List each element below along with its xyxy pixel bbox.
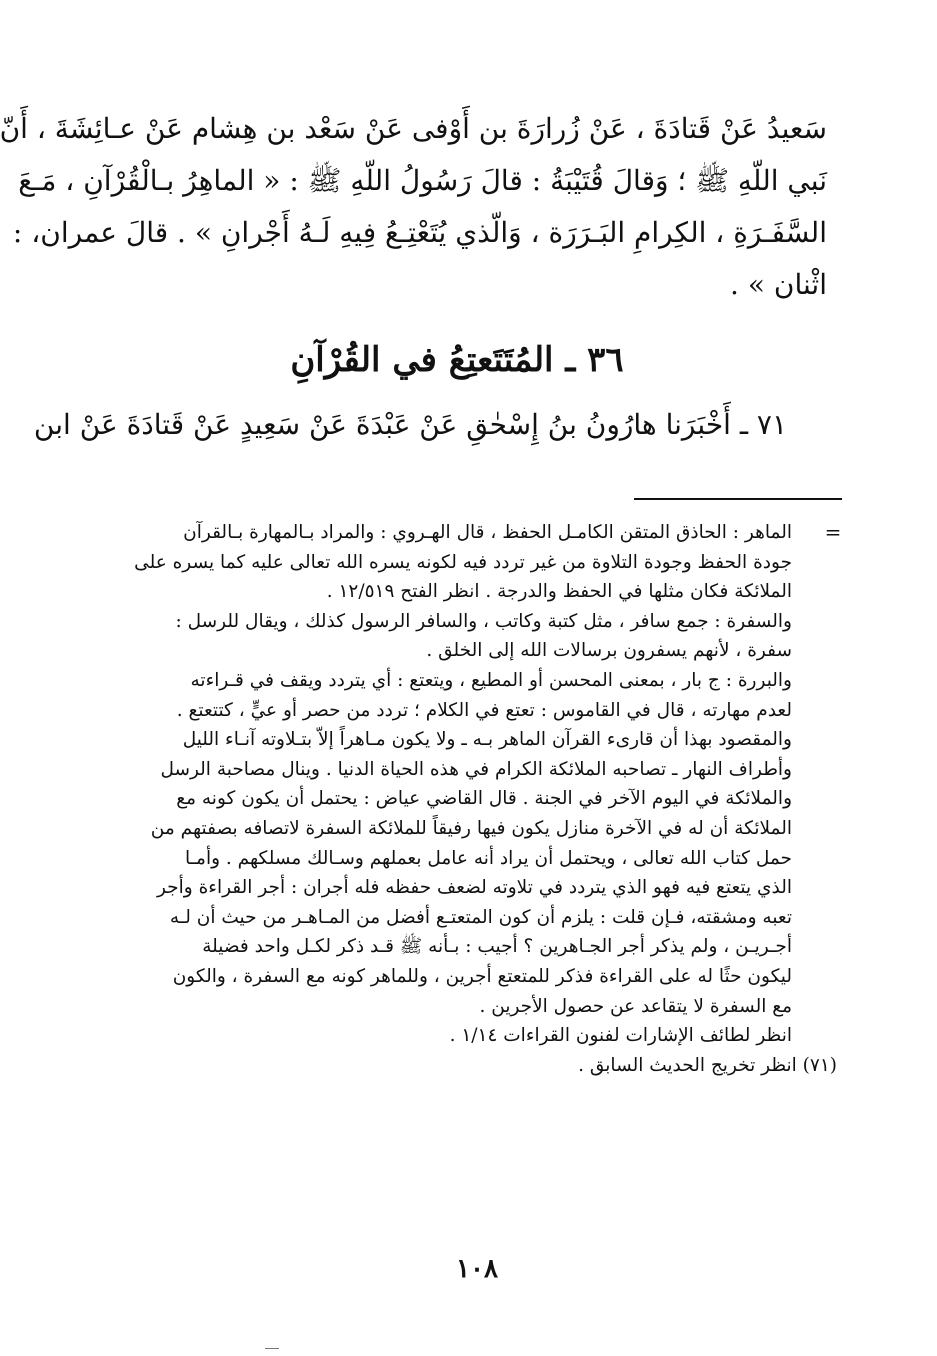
chapter-title: ٣٦ ـ المُتَتَعتِعُ في القُرْآنِ [290, 340, 624, 380]
footnote-paragraph-barara [87, 666, 792, 1021]
footnote-line: أجـريـن ، ولم يذكر أجر الجـاهرين ؟ أجيب : بـأنه ﷺ قـد ذكر لكـل واحد فضيلة [202, 936, 792, 958]
footnotes-block [87, 518, 837, 1080]
footnote-line: والبررة : ج بار ، بمعنى المحسن أو المطيع ، ويتعتع : أي يتردد ويقف في قـراءته [190, 669, 792, 691]
footnote-line: وأطراف النهار ـ تصاحبه الملائكة الكرام في هذه الحياة الدنيا . وينال مصاحبة الرسل [160, 758, 792, 780]
footnote-line: سفرة ، لأنهم يسفرون برسالات الله إلى الخلق . [426, 640, 792, 662]
footnote-line: والمقصود بهذا أن قارىء القرآن الماهر بـه ـ ولا يكون مـاهراً إلاّ بتـلاوته آنـاء الليل [182, 729, 792, 751]
footnote-line: تعبه ومشقته، فـإن قلت : يلزم أن كون المتعتـع أفضل من المـاهـر من حيث أن لـه [169, 906, 792, 928]
footnote-continuation-mark: = [824, 520, 842, 544]
main-text-line: سَعيدُ عَنْ قَتادَةَ ، عَنْ زُرارَةَ بن أَوْفى عَنْ سَعْد بن هِشام عَنْ عـائِشَةَ ، أَنّ [0, 112, 827, 145]
footnote-line: الملائكة فكان مثلها في الحفظ والدرجة . انظر الفتح ١٢/٥١٩ . [326, 581, 792, 603]
footnote-paragraph-maher [87, 518, 792, 607]
main-text-line: السَّفَـرَةِ ، الكِرامِ البَـرَرَة ، وَالّذي يُتَعْتِـعُ فِيهِ لَـهُ أَجْرانِ » . قالَ عمران، : [12, 216, 827, 249]
scan-artifact-mark [265, 1348, 279, 1349]
main-text-block [0, 103, 827, 311]
footnote-71: (٧١) انظر تخريج الحديث السابق . [578, 1054, 837, 1076]
footnote-line: انظر لطائف الإشارات لفنون القراءات ١/١٤ . [449, 1025, 792, 1047]
main-text-line: اثْنان » . [730, 268, 827, 301]
footnote-line: لعدم مهارته ، قال في القاموس : تعتع في الكلام ؛ تردد من حصر أو عيٍّ ، كتتعتع . [176, 699, 792, 721]
footnote-line: الذي يتعتع فيه فهو الذي يتردد في تلاوته لضعف حفظه فله أجران : أجر القراءة وأجر [156, 877, 792, 899]
footnote-line: الماهر : الحاذق المتقن الكامـل الحفظ ، قال الهـروي : والمراد بـالمهارة بـالقرآن [183, 522, 792, 543]
page-number: ١٠٨ [456, 1254, 498, 1284]
footnote-paragraph-safara [87, 607, 792, 666]
main-text-line: نَبي اللّهِ ﷺ ؛ وَقالَ قُتَيْبَةُ : قالَ رَسُولُ اللّهِ ﷺ : « الماهِرُ بـالْقُرْآنِ ، مَـعَ [18, 164, 827, 197]
footnote-line: مع السفرة لا يتقاعد عن حصول الأجرين . [479, 995, 792, 1017]
hadith-opening-line: ٧١ ـ أَخْبَرَنا هارُونُ بنُ إِسْحٰقِ عَنْ عَبْدَةَ عَنْ سَعِيدٍ عَنْ قَتادَةَ عَنْ ابن [33, 408, 787, 441]
footnote-line: الملائكة أن له في الآخرة منازل يكون فيها رفيقاً للملائكة السفرة لاتصافه بصفتهم من [150, 817, 792, 839]
footnote-line: والملائكة في اليوم الآخر في الجنة . قال القاضي عياض : يحتمل أن يكون كونه مع [176, 788, 792, 810]
footnote-separator [634, 498, 842, 500]
footnote-line: والسفرة : جمع سافر ، مثل كتبة وكاتب ، والسافر الرسول كذلك ، ويقال للرسل : [175, 610, 792, 632]
footnote-line: حمل كتاب الله تعالى ، ويحتمل أن يراد أنه عامل بعملهم وسـالك مسلكهم . وأمـا [184, 847, 792, 869]
footnote-line: ليكون حثًا له على القراءة فذكر للمتعتع أجرين ، وللماهر كونه مع السفرة ، والكون [172, 965, 792, 987]
footnote-line: جودة الحفظ وجودة التلاوة من غير تردد فيه لكونه يسره الله تعالى عليه كما يسره على [134, 551, 792, 573]
footnote-paragraph-reference [87, 1021, 792, 1051]
